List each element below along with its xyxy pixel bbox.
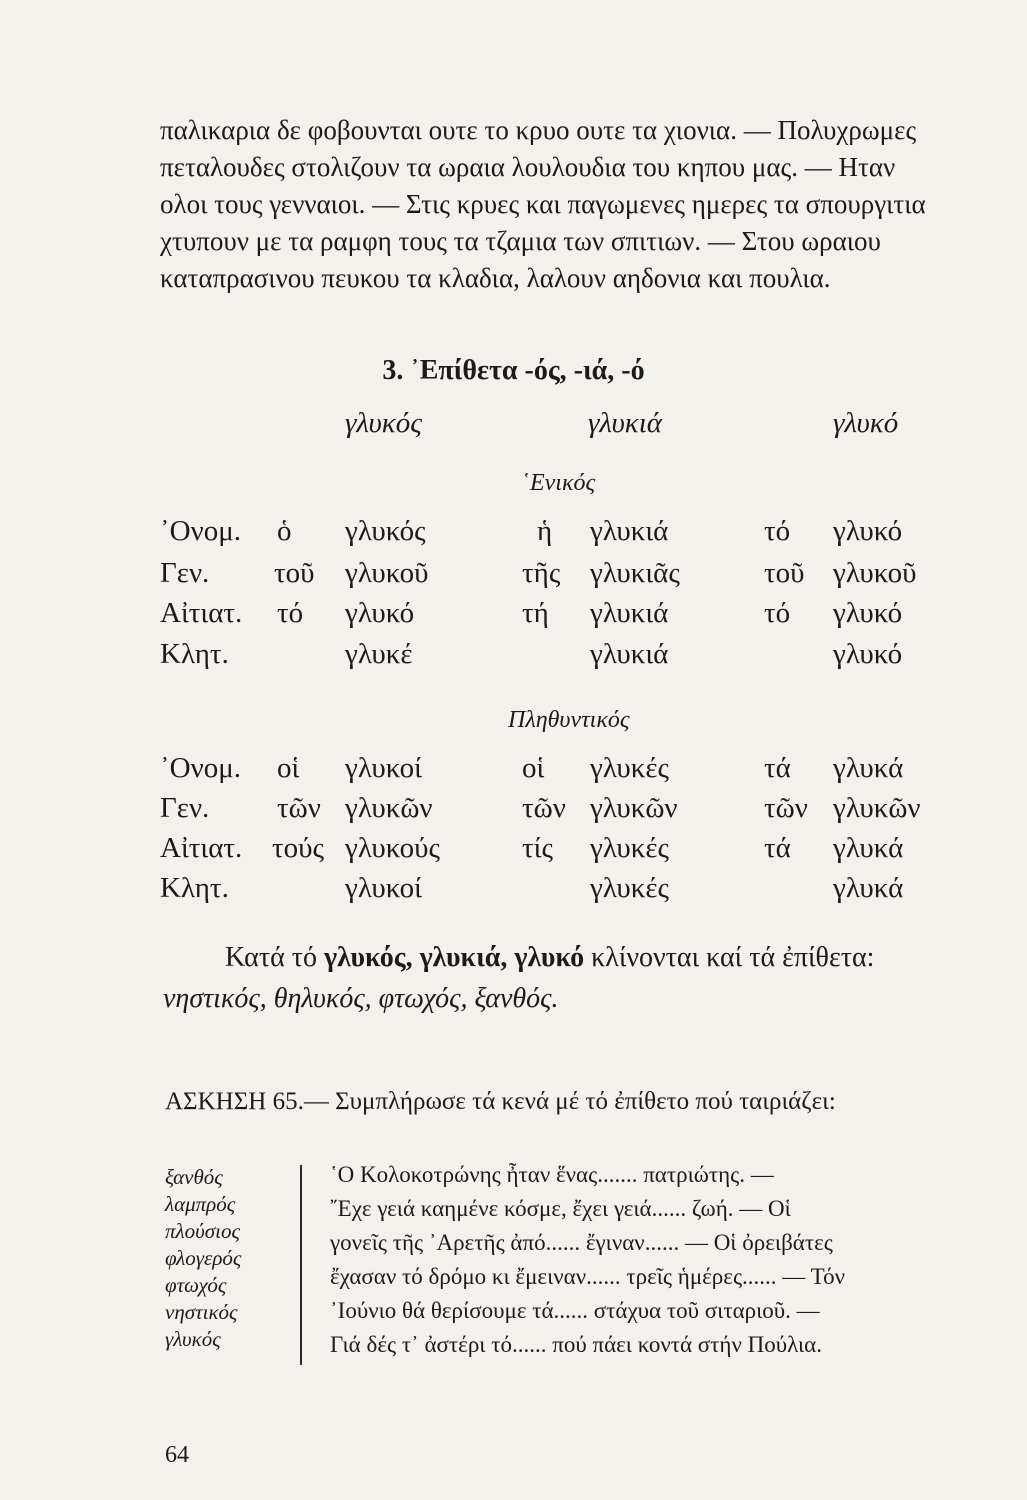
neut-form: γλυκό <box>833 597 903 629</box>
section-title: 3. ᾿Επίθετα -ός, -ιά, -ό <box>382 355 645 386</box>
neut-article: τῶν <box>764 792 808 824</box>
declension-rule <box>225 942 874 974</box>
fem-article: τῶν <box>522 792 566 824</box>
masc-form: γλυκό <box>345 597 415 629</box>
word-option: πλούσιος <box>165 1219 240 1243</box>
neut-form: γλυκό <box>833 515 903 547</box>
fem-article: τῆς <box>522 557 561 589</box>
fem-form: γλυκιά <box>590 515 669 547</box>
masc-article: οἱ <box>277 752 300 784</box>
lemma-neuter: γλυκό <box>833 407 899 439</box>
paragraph-line: πεταλουδες στολιζουν τα ωραια λουλουδια του κηπου μας. — Ηταν <box>160 152 896 182</box>
fem-form: γλυκῶν <box>590 792 678 824</box>
masc-article: τοῦ <box>274 557 315 589</box>
case-label: Αἰτιατ. <box>160 597 243 629</box>
exercise-line: ῎Εχε γειά καημένε κόσμε, ἔχει γειά...... ζωή. — Οἱ <box>330 1196 791 1221</box>
rule-suffix: κλίνονται καί τά ἐπίθετα: <box>584 942 875 973</box>
word-option: φτωχός <box>165 1273 227 1297</box>
case-label: Αἰτιατ. <box>160 832 243 864</box>
fem-form: γλυκιά <box>590 638 669 670</box>
fem-form: γλυκιᾶς <box>590 557 680 589</box>
exercise-sentences <box>330 1158 1010 1362</box>
masc-form: γλυκῶν <box>345 792 433 824</box>
singular-label: ῾Ενικός <box>522 470 596 496</box>
neut-form: γλυκοῦ <box>833 557 917 589</box>
word-option: γλυκός <box>165 1327 221 1351</box>
paragraph-line: χτυπουν με τα ραμφη τους τα τζαμια των σπιτιων. — Στου ωραιου <box>160 226 881 256</box>
masc-form: γλυκούς <box>345 832 441 864</box>
masc-article: τούς <box>272 832 324 864</box>
masc-form: γλυκοῦ <box>345 557 429 589</box>
word-option: λαμπρός <box>165 1192 236 1216</box>
case-label: ᾿Ονομ. <box>160 515 242 547</box>
fem-article: τίς <box>522 832 553 864</box>
neut-form: γλυκά <box>833 872 904 904</box>
page-number: 64 <box>165 1442 189 1468</box>
masc-article: τό <box>277 597 304 629</box>
lemma-feminine: γλυκιά <box>588 407 663 439</box>
neut-article: τά <box>764 832 791 864</box>
masc-form: γλυκός <box>345 515 426 547</box>
case-label: Γεν. <box>160 557 210 589</box>
paragraph-line: καταπρασινου πευκου τα κλαδια, λαλουν αηδονια και πουλια. <box>160 263 831 293</box>
paragraph-line: παλικαρια δε φοβουνται ουτε το κρυο ουτε τα χιονια. — Πολυχρωμες <box>160 115 917 145</box>
masc-article: ὁ <box>277 515 292 547</box>
neut-form: γλυκό <box>833 638 903 670</box>
case-label: Γεν. <box>160 792 210 824</box>
neut-form: γλυκά <box>833 752 904 784</box>
intro-paragraph <box>160 112 1000 297</box>
fem-form: γλυκές <box>590 832 669 864</box>
exercise-line: Γιά δές τ᾿ ἀστέρι τό...... πού πάει κοντά στήν Πούλια. <box>330 1332 822 1357</box>
rule-prefix: Κατά τό <box>225 942 325 973</box>
masc-form: γλυκοί <box>345 752 422 784</box>
fem-article: τή <box>522 597 549 629</box>
fem-form: γλυκές <box>590 752 669 784</box>
neut-article: τά <box>764 752 791 784</box>
neut-article: τό <box>764 515 791 547</box>
exercise-title: ΑΣΚΗΣΗ 65.— Συμπλήρωσε τά κενά μέ τό ἐπίθετο πού ταιριάζει: <box>165 1088 836 1115</box>
word-option: φλογερός <box>165 1246 242 1270</box>
exercise-line: ᾿Ιούνιο θά θερίσουμε τά...... στάχυα τοῦ σιταριοῦ. — <box>330 1298 820 1323</box>
neut-form: γλυκῶν <box>833 792 921 824</box>
case-label: Κλητ. <box>160 872 229 904</box>
case-label: ᾿Ονομ. <box>160 752 242 784</box>
case-label: Κλητ. <box>160 638 229 670</box>
fem-form: γλυκές <box>590 872 669 904</box>
paragraph-line: ολοι τους γενναιοι. — Στις κρυες και παγωμενες ημερες τα σπουργιτια <box>160 189 926 219</box>
masc-article: τῶν <box>277 792 321 824</box>
plural-label: Πληθυντικός <box>508 707 630 733</box>
column-divider <box>300 1165 302 1365</box>
rule-bold-forms: γλυκός, γλυκιά, γλυκό <box>324 942 585 973</box>
word-option: νηστικός <box>165 1300 238 1324</box>
fem-form: γλυκιά <box>590 597 669 629</box>
rule-examples: νηστικός, θηλυκός, φτωχός, ξανθός. <box>163 983 559 1014</box>
masc-form: γλυκοί <box>345 872 422 904</box>
masc-form: γλυκέ <box>345 638 413 670</box>
fem-article: ἡ <box>537 515 553 547</box>
lemma-masculine: γλυκός <box>345 407 422 439</box>
exercise-word-list <box>165 1164 241 1353</box>
neut-article: τό <box>764 597 791 629</box>
word-option: ξανθός <box>165 1165 223 1189</box>
fem-article: οἱ <box>522 752 545 784</box>
exercise-line: γονεῖς τῆς ᾿Αρετῆς ἀπό...... ἔγιναν...... — Οἱ ὀρειβάτες <box>330 1230 833 1255</box>
neut-form: γλυκά <box>833 832 904 864</box>
exercise-line: ῾Ο Κολοκοτρώνης ἦταν ἕνας....... πατριώτης. — <box>330 1162 774 1187</box>
neut-article: τοῦ <box>764 557 805 589</box>
exercise-line: ἔχασαν τό δρόμο κι ἔμειναν...... τρεῖς ἡμέρες...... — Τόν <box>330 1264 845 1289</box>
